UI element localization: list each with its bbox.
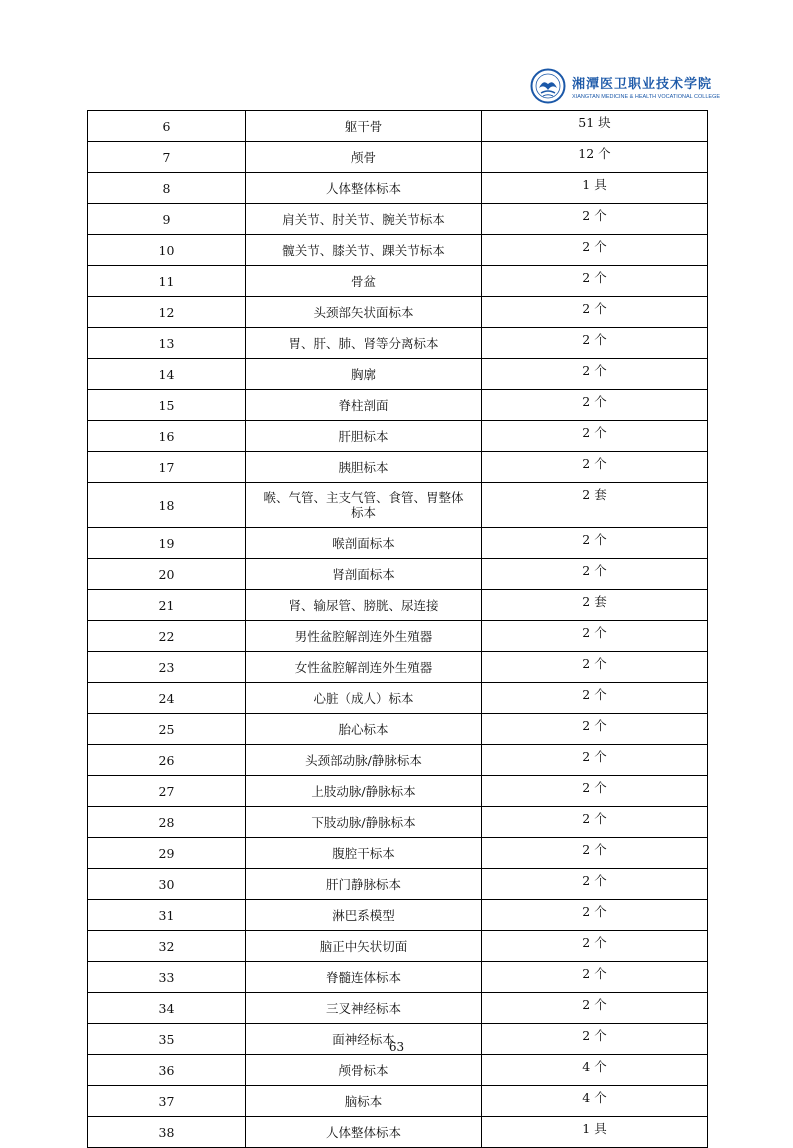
row-number: 20 <box>88 559 246 590</box>
item-name: 髋关节、膝关节、踝关节标本 <box>246 235 482 266</box>
row-number: 6 <box>88 111 246 142</box>
item-name: 脊髓连体标本 <box>246 962 482 993</box>
item-quantity: 2 个 <box>482 776 708 807</box>
table-row <box>88 745 708 776</box>
equipment-table-body <box>88 111 708 1148</box>
item-name: 头颈部动脉/静脉标本 <box>246 745 482 776</box>
row-number: 28 <box>88 807 246 838</box>
table-row <box>88 359 708 390</box>
table-row <box>88 1086 708 1117</box>
item-name: 喉、气管、主支气管、食管、胃整体标本 <box>246 483 482 528</box>
item-quantity: 2 个 <box>482 266 708 297</box>
item-name: 上肢动脉/静脉标本 <box>246 776 482 807</box>
item-quantity: 2 个 <box>482 452 708 483</box>
item-name: 心脏（成人）标本 <box>246 683 482 714</box>
item-name: 女性盆腔解剖连外生殖器 <box>246 652 482 683</box>
item-quantity: 2 个 <box>482 745 708 776</box>
item-name: 下肢动脉/静脉标本 <box>246 807 482 838</box>
row-number: 33 <box>88 962 246 993</box>
row-number: 12 <box>88 297 246 328</box>
table-row <box>88 962 708 993</box>
row-number: 32 <box>88 931 246 962</box>
item-quantity: 2 个 <box>482 931 708 962</box>
table-row <box>88 714 708 745</box>
row-number: 26 <box>88 745 246 776</box>
item-quantity: 1 具 <box>482 1117 708 1148</box>
row-number: 10 <box>88 235 246 266</box>
row-number: 9 <box>88 204 246 235</box>
row-number: 34 <box>88 993 246 1024</box>
item-quantity: 2 套 <box>482 590 708 621</box>
item-quantity: 4 个 <box>482 1055 708 1086</box>
table-row <box>88 528 708 559</box>
item-name: 骨盆 <box>246 266 482 297</box>
item-quantity: 2 个 <box>482 1024 708 1055</box>
item-name: 脑标本 <box>246 1086 482 1117</box>
item-quantity: 12 个 <box>482 142 708 173</box>
item-quantity: 2 个 <box>482 204 708 235</box>
row-number: 15 <box>88 390 246 421</box>
item-name: 男性盆腔解剖连外生殖器 <box>246 621 482 652</box>
item-quantity: 2 个 <box>482 390 708 421</box>
table-row <box>88 993 708 1024</box>
table-row <box>88 838 708 869</box>
table-row <box>88 328 708 359</box>
item-quantity: 4 个 <box>482 1086 708 1117</box>
school-name-cn: 湘潭医卫职业技术学院 <box>572 76 713 92</box>
row-number: 21 <box>88 590 246 621</box>
item-name: 淋巴系模型 <box>246 900 482 931</box>
row-number: 25 <box>88 714 246 745</box>
table-row <box>88 683 708 714</box>
row-number: 31 <box>88 900 246 931</box>
item-name: 肾、输尿管、膀胱、尿连接 <box>246 590 482 621</box>
row-number: 17 <box>88 452 246 483</box>
table-row <box>88 421 708 452</box>
item-quantity: 2 个 <box>482 328 708 359</box>
row-number: 27 <box>88 776 246 807</box>
item-quantity: 2 个 <box>482 235 708 266</box>
table-row <box>88 452 708 483</box>
school-name-en: XIANGTAN MEDICINE & HEALTH VOCATIONAL COLLEGE <box>572 93 721 100</box>
item-quantity: 2 个 <box>482 359 708 390</box>
item-name: 躯干骨 <box>246 111 482 142</box>
school-seal-icon <box>530 68 566 104</box>
item-quantity: 2 个 <box>482 838 708 869</box>
item-quantity: 2 个 <box>482 962 708 993</box>
item-name: 头颈部矢状面标本 <box>246 297 482 328</box>
row-number: 14 <box>88 359 246 390</box>
row-number: 37 <box>88 1086 246 1117</box>
table-row <box>88 869 708 900</box>
table-row <box>88 590 708 621</box>
item-name: 胃、肝、肺、肾等分离标本 <box>246 328 482 359</box>
table-row <box>88 297 708 328</box>
item-name: 喉剖面标本 <box>246 528 482 559</box>
item-quantity: 51 块 <box>482 111 708 142</box>
row-number: 36 <box>88 1055 246 1086</box>
item-quantity: 2 个 <box>482 421 708 452</box>
item-name: 肾剖面标本 <box>246 559 482 590</box>
item-quantity: 2 个 <box>482 683 708 714</box>
table-row <box>88 900 708 931</box>
item-name: 脊柱剖面 <box>246 390 482 421</box>
item-name: 颅骨 <box>246 142 482 173</box>
table-row <box>88 235 708 266</box>
item-quantity: 2 套 <box>482 483 708 528</box>
row-number: 18 <box>88 483 246 528</box>
table-row <box>88 652 708 683</box>
item-name: 肩关节、肘关节、腕关节标本 <box>246 204 482 235</box>
table-row <box>88 390 708 421</box>
item-name: 胎心标本 <box>246 714 482 745</box>
table-row <box>88 931 708 962</box>
item-name: 颅骨标本 <box>246 1055 482 1086</box>
table-row <box>88 621 708 652</box>
item-quantity: 2 个 <box>482 297 708 328</box>
table-row <box>88 1055 708 1086</box>
item-quantity: 2 个 <box>482 652 708 683</box>
item-name: 面神经标本 <box>246 1024 482 1055</box>
item-quantity: 2 个 <box>482 807 708 838</box>
item-quantity: 2 个 <box>482 621 708 652</box>
row-number: 38 <box>88 1117 246 1148</box>
row-number: 23 <box>88 652 246 683</box>
item-name: 人体整体标本 <box>246 173 482 204</box>
item-name: 肝门静脉标本 <box>246 869 482 900</box>
row-number: 16 <box>88 421 246 452</box>
row-number: 30 <box>88 869 246 900</box>
school-logo <box>530 68 721 104</box>
item-name: 腹腔干标本 <box>246 838 482 869</box>
row-number: 19 <box>88 528 246 559</box>
table-row <box>88 776 708 807</box>
page-number: 63 <box>388 1040 405 1054</box>
item-quantity: 1 具 <box>482 173 708 204</box>
item-quantity: 2 个 <box>482 714 708 745</box>
table-row <box>88 1117 708 1148</box>
table-row <box>88 173 708 204</box>
item-name: 脑正中矢状切面 <box>246 931 482 962</box>
item-quantity: 2 个 <box>482 869 708 900</box>
row-number: 8 <box>88 173 246 204</box>
item-quantity: 2 个 <box>482 528 708 559</box>
table-row <box>88 111 708 142</box>
row-number: 35 <box>88 1024 246 1055</box>
row-number: 22 <box>88 621 246 652</box>
item-name: 三叉神经标本 <box>246 993 482 1024</box>
table-row <box>88 483 708 528</box>
item-quantity: 2 个 <box>482 559 708 590</box>
table-row <box>88 266 708 297</box>
table-row <box>88 559 708 590</box>
equipment-table <box>87 110 708 1148</box>
row-number: 29 <box>88 838 246 869</box>
row-number: 11 <box>88 266 246 297</box>
item-name: 胰胆标本 <box>246 452 482 483</box>
table-row <box>88 807 708 838</box>
item-name: 肝胆标本 <box>246 421 482 452</box>
row-number: 24 <box>88 683 246 714</box>
item-quantity: 2 个 <box>482 900 708 931</box>
table-row <box>88 204 708 235</box>
row-number: 13 <box>88 328 246 359</box>
row-number: 7 <box>88 142 246 173</box>
item-name: 胸廓 <box>246 359 482 390</box>
table-row <box>88 142 708 173</box>
item-quantity: 2 个 <box>482 993 708 1024</box>
item-name: 人体整体标本 <box>246 1117 482 1148</box>
